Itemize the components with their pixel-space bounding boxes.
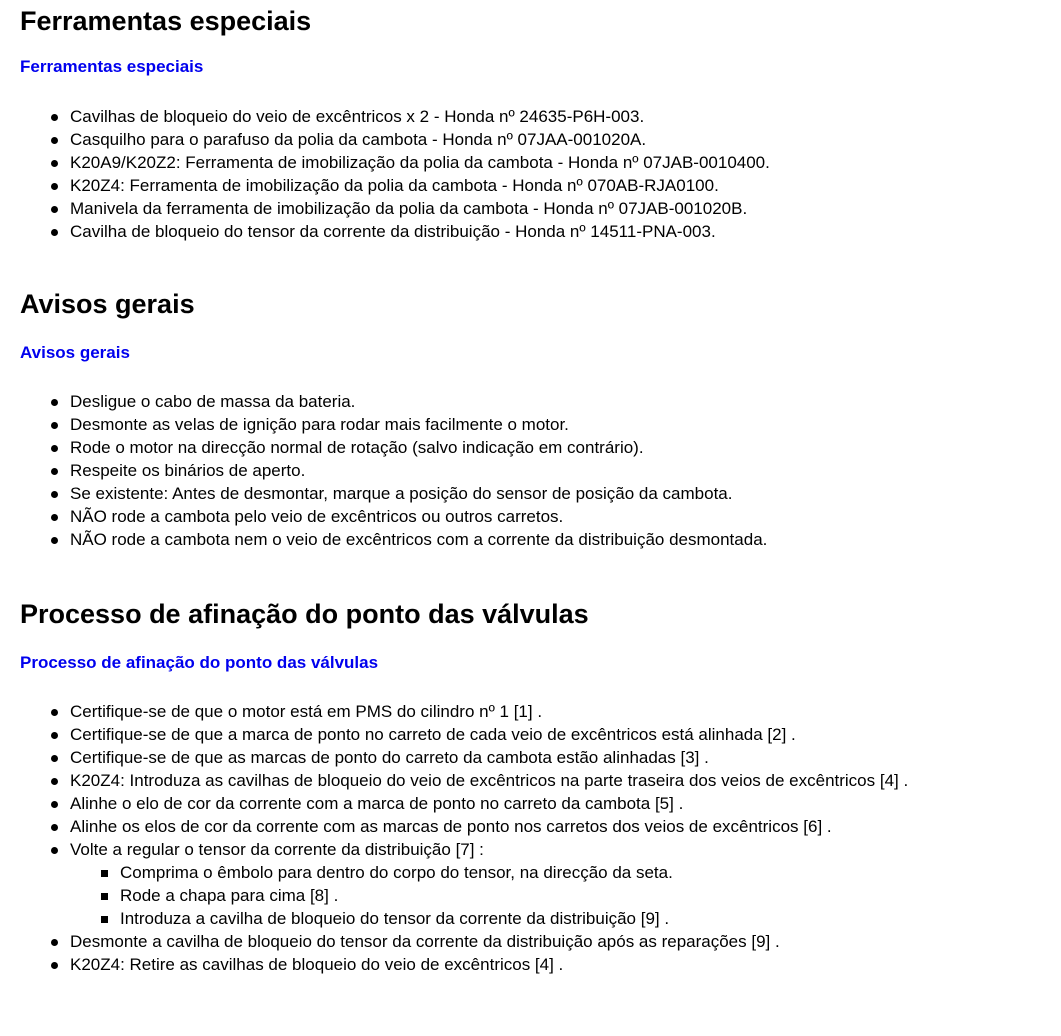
warnings-list [20, 390, 1061, 551]
sub-list-item: Introduza a cavilha de bloqueio do tensor da corrente da distribuição [9] . [70, 907, 1061, 930]
list-item: Desmonte a cavilha de bloqueio do tensor da corrente da distribuição após as reparações [9] . [20, 930, 1061, 953]
section-subtitle: Processo de afinação do ponto das válvulas [20, 653, 379, 672]
list-item-with-sublist [20, 838, 1061, 930]
list-item: Certifique-se de que o motor está em PMS do cilindro nº 1 [1] . [20, 700, 1061, 723]
list-item: Desmonte as velas de ignição para rodar mais facilmente o motor. [20, 413, 1061, 436]
section-valve-timing-procedure [20, 598, 1061, 976]
section-title: Ferramentas especiais [20, 6, 312, 36]
list-item: Alinhe os elos de cor da corrente com as marcas de ponto nos carretos dos veios de excêntricos [6] . [20, 815, 1061, 838]
list-item: Rode o motor na direcção normal de rotação (salvo indicação em contrário). [20, 436, 1061, 459]
sub-list-item: Rode a chapa para cima [8] . [70, 884, 1061, 907]
section-special-tools [20, 0, 1061, 243]
list-item: Cavilhas de bloqueio do veio de excêntricos x 2 - Honda nº 24635-P6H-003. [20, 105, 1061, 128]
list-item: Desligue o cabo de massa da bateria. [20, 390, 1061, 413]
tensor-sublist [70, 861, 1061, 930]
list-item: NÃO rode a cambota nem o veio de excêntricos com a corrente da distribuição desmontada. [20, 528, 1061, 551]
procedure-list [20, 700, 1061, 976]
list-item: Certifique-se de que a marca de ponto no carreto de cada veio de excêntricos está alinhada [2] . [20, 723, 1061, 746]
list-item: Alinhe o elo de cor da corrente com a marca de ponto no carreto da cambota [5] . [20, 792, 1061, 815]
section-subtitle: Avisos gerais [20, 343, 130, 362]
list-item: Se existente: Antes de desmontar, marque a posição do sensor de posição da cambota. [20, 482, 1061, 505]
list-item: K20Z4: Introduza as cavilhas de bloqueio do veio de excêntricos na parte traseira dos veios de excêntricos [4] . [20, 769, 1061, 792]
list-item: NÃO rode a cambota pelo veio de excêntricos ou outros carretos. [20, 505, 1061, 528]
list-item: Respeite os binários de aperto. [20, 459, 1061, 482]
list-item: Manivela da ferramenta de imobilização da polia da cambota - Honda nº 07JAB-001020B. [20, 197, 1061, 220]
list-item: K20Z4: Ferramenta de imobilização da polia da cambota - Honda nº 070AB-RJA0100. [20, 174, 1061, 197]
list-item-text: Volte a regular o tensor da corrente da distribuição [7] : [70, 840, 484, 859]
tools-list [20, 105, 1061, 243]
sub-list-item: Comprima o êmbolo para dentro do corpo do tensor, na direcção da seta. [70, 861, 1061, 884]
list-item: K20Z4: Retire as cavilhas de bloqueio do veio de excêntricos [4] . [20, 953, 1061, 976]
list-item: Certifique-se de que as marcas de ponto do carreto da cambota estão alinhadas [3] . [20, 746, 1061, 769]
list-item: Cavilha de bloqueio do tensor da corrente da distribuição - Honda nº 14511-PNA-003. [20, 220, 1061, 243]
section-title: Processo de afinação do ponto das válvulas [20, 599, 589, 629]
list-item: Casquilho para o parafuso da polia da cambota - Honda nº 07JAA-001020A. [20, 128, 1061, 151]
list-item: K20A9/K20Z2: Ferramenta de imobilização da polia da cambota - Honda nº 07JAB-0010400. [20, 151, 1061, 174]
section-title: Avisos gerais [20, 289, 195, 319]
section-subtitle: Ferramentas especiais [20, 57, 204, 76]
section-general-warnings [20, 288, 1061, 551]
